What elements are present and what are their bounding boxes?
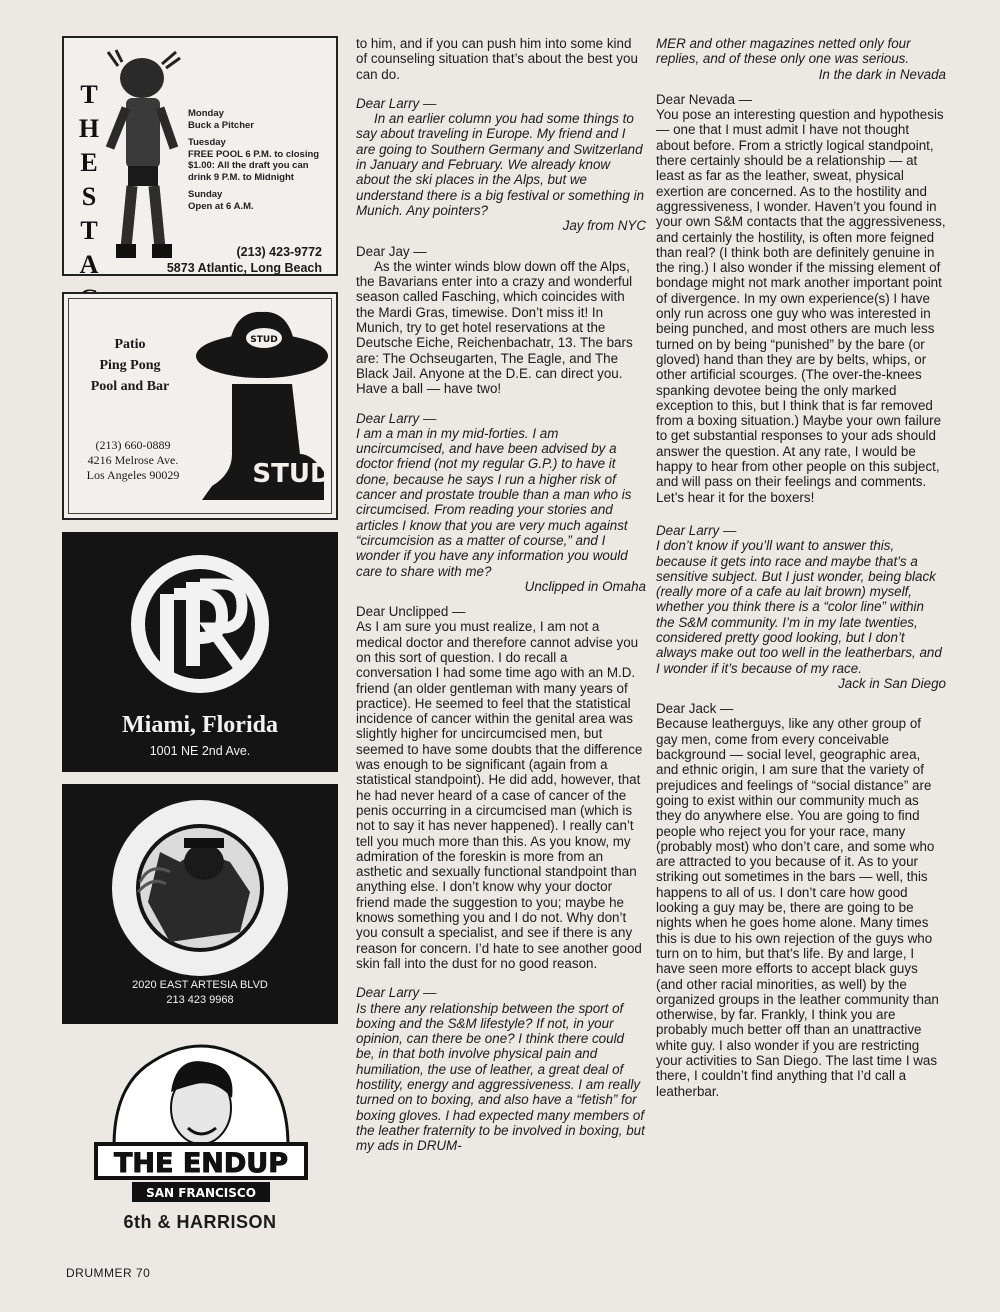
corral-seal-ad <box>62 784 338 1024</box>
pr-miami-ad <box>62 532 338 772</box>
pr-address: 1001 NE 2nd Ave. <box>149 744 251 758</box>
reply-salutation: Dear Jack — <box>656 701 734 717</box>
stag-letter: T <box>80 216 98 245</box>
stag-letter: H <box>78 114 100 143</box>
endup-address: 6th & HARRISON <box>123 1212 277 1232</box>
letter-body-continued: MER and other magazines netted only four replies, and of these only one was serious. <box>656 36 911 67</box>
stag-address: 5873 Atlantic, Long Beach <box>166 261 322 275</box>
stag-ad <box>62 36 338 279</box>
reply-body: You pose an interesting question and hypothesis — one that I must admit I have not thought about before. From a strictly logical standpoint, there certainly should be a relationship — at least as far as the leather, sweat, physical exertion are concerned. As to the hostility and aggressiveness, I wonder. Haven’t you found in your own S&M contacts that the aggressiveness, and certainly the hostility, is often more feigned than real? (I think both are definitely genuine in the ring.) I also wonder if the missing element of bondage might not mark another important point of divergence. In my own experience(s) I have only run across one guy who was interested in being punched, and most others are much less turned on by being “punished” by the bare (or gloved) hand than they are by belts, whips, or other artificial scourges. (The over-the-knees spanking devotee being the only marked exception to this, but I think that is far removed from a boxing situation.) Maybe your own failure to get substantial responses to your ads should answer the question. At any rate, I would be happy to hear from other people on this subject, and will pass on their feelings and comments. Let’s hear it for the boxers! <box>656 107 946 505</box>
letter-salutation: Dear Larry — <box>356 410 437 426</box>
stud-ad <box>62 292 338 520</box>
stag-letter: S <box>81 182 97 211</box>
stag-letter: A <box>79 250 99 279</box>
reply-salutation: Dear Unclipped — <box>356 604 466 620</box>
letter-signature: Jay from NYC <box>562 218 646 234</box>
pr-logo-icon <box>130 554 270 694</box>
stud-address-block <box>78 438 188 483</box>
stag-phone: (213) 423-9772 <box>236 245 322 259</box>
pr-city: Miami, Florida <box>122 712 278 738</box>
endup-city: SAN FRANCISCO <box>146 1186 256 1200</box>
letter-salutation: Dear Larry — <box>656 522 737 538</box>
letter-body: I am a man in my mid-forties. I am uncircumcised, and have been advised by a doctor friend (not my regular G.P.) to have it done, because he says I run a higher risk of cancer and prostate trouble than a man who is circumcised. From reading your stories and articles I know that you are very much against “circumcision as a matter of course,” and I wonder if you have any information you would care to share with me? <box>356 425 632 579</box>
letter-body: In an earlier column you had some things to say about traveling in Europe. My friend and I are going to Southern Germany and Switzerland in January and February. We already know about the ski places in the Alps, but we understand there is a big festival or something in Munich. Any pointers? <box>356 111 645 218</box>
stag-letter: E <box>80 148 98 177</box>
reply-body: Because leatherguys, like any other group of gay men, come from every conceivable background — social level, geographic area, and ethnic origin, I am sure that the variety of prejudices and feelings of “social distance” are going to exist within our community much as they do anywhere else. You are going to find people who reject you for your race, many (probably most) who don’t care, and some who are attracted to you because of it. As to your striking out sometimes in the bars — well, this happens to all of us. I don’t care how good looking a guy may be, there are going to be nights when he goes home alone. Many times this is due to his own rejection of the guys who turn on to him, but that’s life. By and large, I have seen more efforts to accept black guys (and other racial minorities, as well) by the organized groups in the leather community than otherwise, by far. Frankly, I think you are probably much better off than an unattractive white guy. I also wonder if you are restricting your activities to San Diego. The last time I was there, I couldn’t find anything that I’d call a leatherbar. <box>656 716 939 1099</box>
middle-text-column <box>356 36 646 1153</box>
seal-phone: 213 423 9968 <box>166 994 234 1006</box>
stag-tuesday-label: Tuesday <box>188 137 226 148</box>
stud-amenities <box>78 334 182 397</box>
right-text-column <box>656 36 946 1099</box>
great-seal-emblem <box>100 792 300 992</box>
endup-logo <box>76 1036 326 1211</box>
reply-salutation: Dear Nevada — <box>656 91 753 107</box>
stud-boot-text: STUD <box>252 459 332 489</box>
stud-line: Pool and Bar <box>90 379 170 394</box>
seal-address: 2020 EAST ARTESIA BLVD <box>132 979 268 991</box>
letter-salutation: Dear Larry — <box>356 95 437 111</box>
endup-name: THE ENDUP <box>113 1148 289 1179</box>
stud-phone: (213) 660-0889 <box>95 438 171 452</box>
stud-line: Ping Pong <box>99 358 161 373</box>
stag-figure-illustration <box>104 48 184 273</box>
page-folio: DRUMMER 70 <box>66 1266 151 1280</box>
letter-signature: Unclipped in Omaha <box>524 578 646 594</box>
letter-signature: Jack in San Diego <box>838 675 946 691</box>
stud-hat-text: STUD <box>250 335 278 345</box>
stag-tuesday-text: FREE POOL 6 P.M. to closing $1.00: All the draft you can drink 9 P.M. to Midnight <box>188 148 320 183</box>
cowboy-hat-boot-illustration <box>192 304 332 510</box>
stud-street: 4216 Melrose Ave. <box>87 453 179 467</box>
reply-body: As I am sure you must realize, I am not a medical doctor and therefore cannot advise you on this sort of question. I do recall a conversation I had some time ago with an M.D. friend (an older gentleman with many years of practice). He seemed to feel that the statistical incidence of cancer within the genital area was slightly higher for uncircumcised men, but seemed to have some doubts that the difference was enough to be significant (again from a statistical standpoint). He did add, however, that he had never heard of a case of cancer of the penis occurring in a circumcised man (which is not to say it has never happened). I really can’t tell you much more than this. As you know, my admiration of the foreskin is more from an asthetic and sexually functional standpoint than anything else. I don’t know why your doctor friend made the suggestion to you; maybe he knows something you and I do not. Why don’t you consult a specialist, and see if there is any reason for concern. I’d hate to see another good skin fall into the dust for no good reason. <box>356 619 643 971</box>
letter-salutation: Dear Larry — <box>356 985 437 1001</box>
stud-line: Patio <box>114 337 146 352</box>
seal-address-block <box>62 978 338 1008</box>
letter-body: I don’t know if you’ll want to answer this, because it gets into race and maybe that’s a sensitive subject. But I just wonder, being black (really more of a cafe au lait brown) myself, whether you think there is a “color line” within the S&M community. I’m in my late twenties, considered pretty good looking, but I don’t always make out too well in the leatherbars, and I wonder if it’s because of my race. <box>656 538 942 676</box>
stag-letter: T <box>80 80 98 109</box>
continued-answer: to him, and if you can push him into some kind of counseling situation that’s about the best you can do. <box>356 36 638 82</box>
stud-city: Los Angeles 90029 <box>86 468 180 482</box>
letter-signature: In the dark in Nevada <box>818 66 946 82</box>
stag-sunday-text: Open at 6 A.M. <box>188 200 254 212</box>
stag-monday-text: Buck a Pitcher <box>188 119 254 131</box>
endup-ad <box>62 1036 338 1242</box>
reply-body: As the winter winds blow down off the Alps, the Bavarians enter into a crazy and wonderful season called Fasching, which coincides with the Mardi Gras, timewise. Don’t miss it! In Munich, try to get hotel reservations at the Deutsche Eiche, Reichenbachatr, 13. The bars are: The Ochseugarten, The Eagle, and The Black Jail. Anyone at the D.E. can direct you. Have a ball — have two! <box>356 258 633 397</box>
stag-sunday-label: Sunday <box>188 189 223 200</box>
letter-body: Is there any relationship between the sport of boxing and the S&M lifestyle? If not, in your opinion, can there be one? I think there could be, in that both involve physical pain and humiliation, the use of leather, a great deal of hostility, energy and aggressiveness. I am really turned on to boxing, and also have a “fetish” for boxing gloves. I had expected many members of the leather fraternity to be involved in boxing, but my ads in DRUM- <box>356 1000 645 1154</box>
stag-contact <box>167 244 322 276</box>
stag-schedule <box>188 108 333 218</box>
reply-salutation: Dear Jay — <box>356 243 427 259</box>
stag-monday-label: Monday <box>188 108 224 119</box>
stag-vertical-title <box>78 78 100 316</box>
